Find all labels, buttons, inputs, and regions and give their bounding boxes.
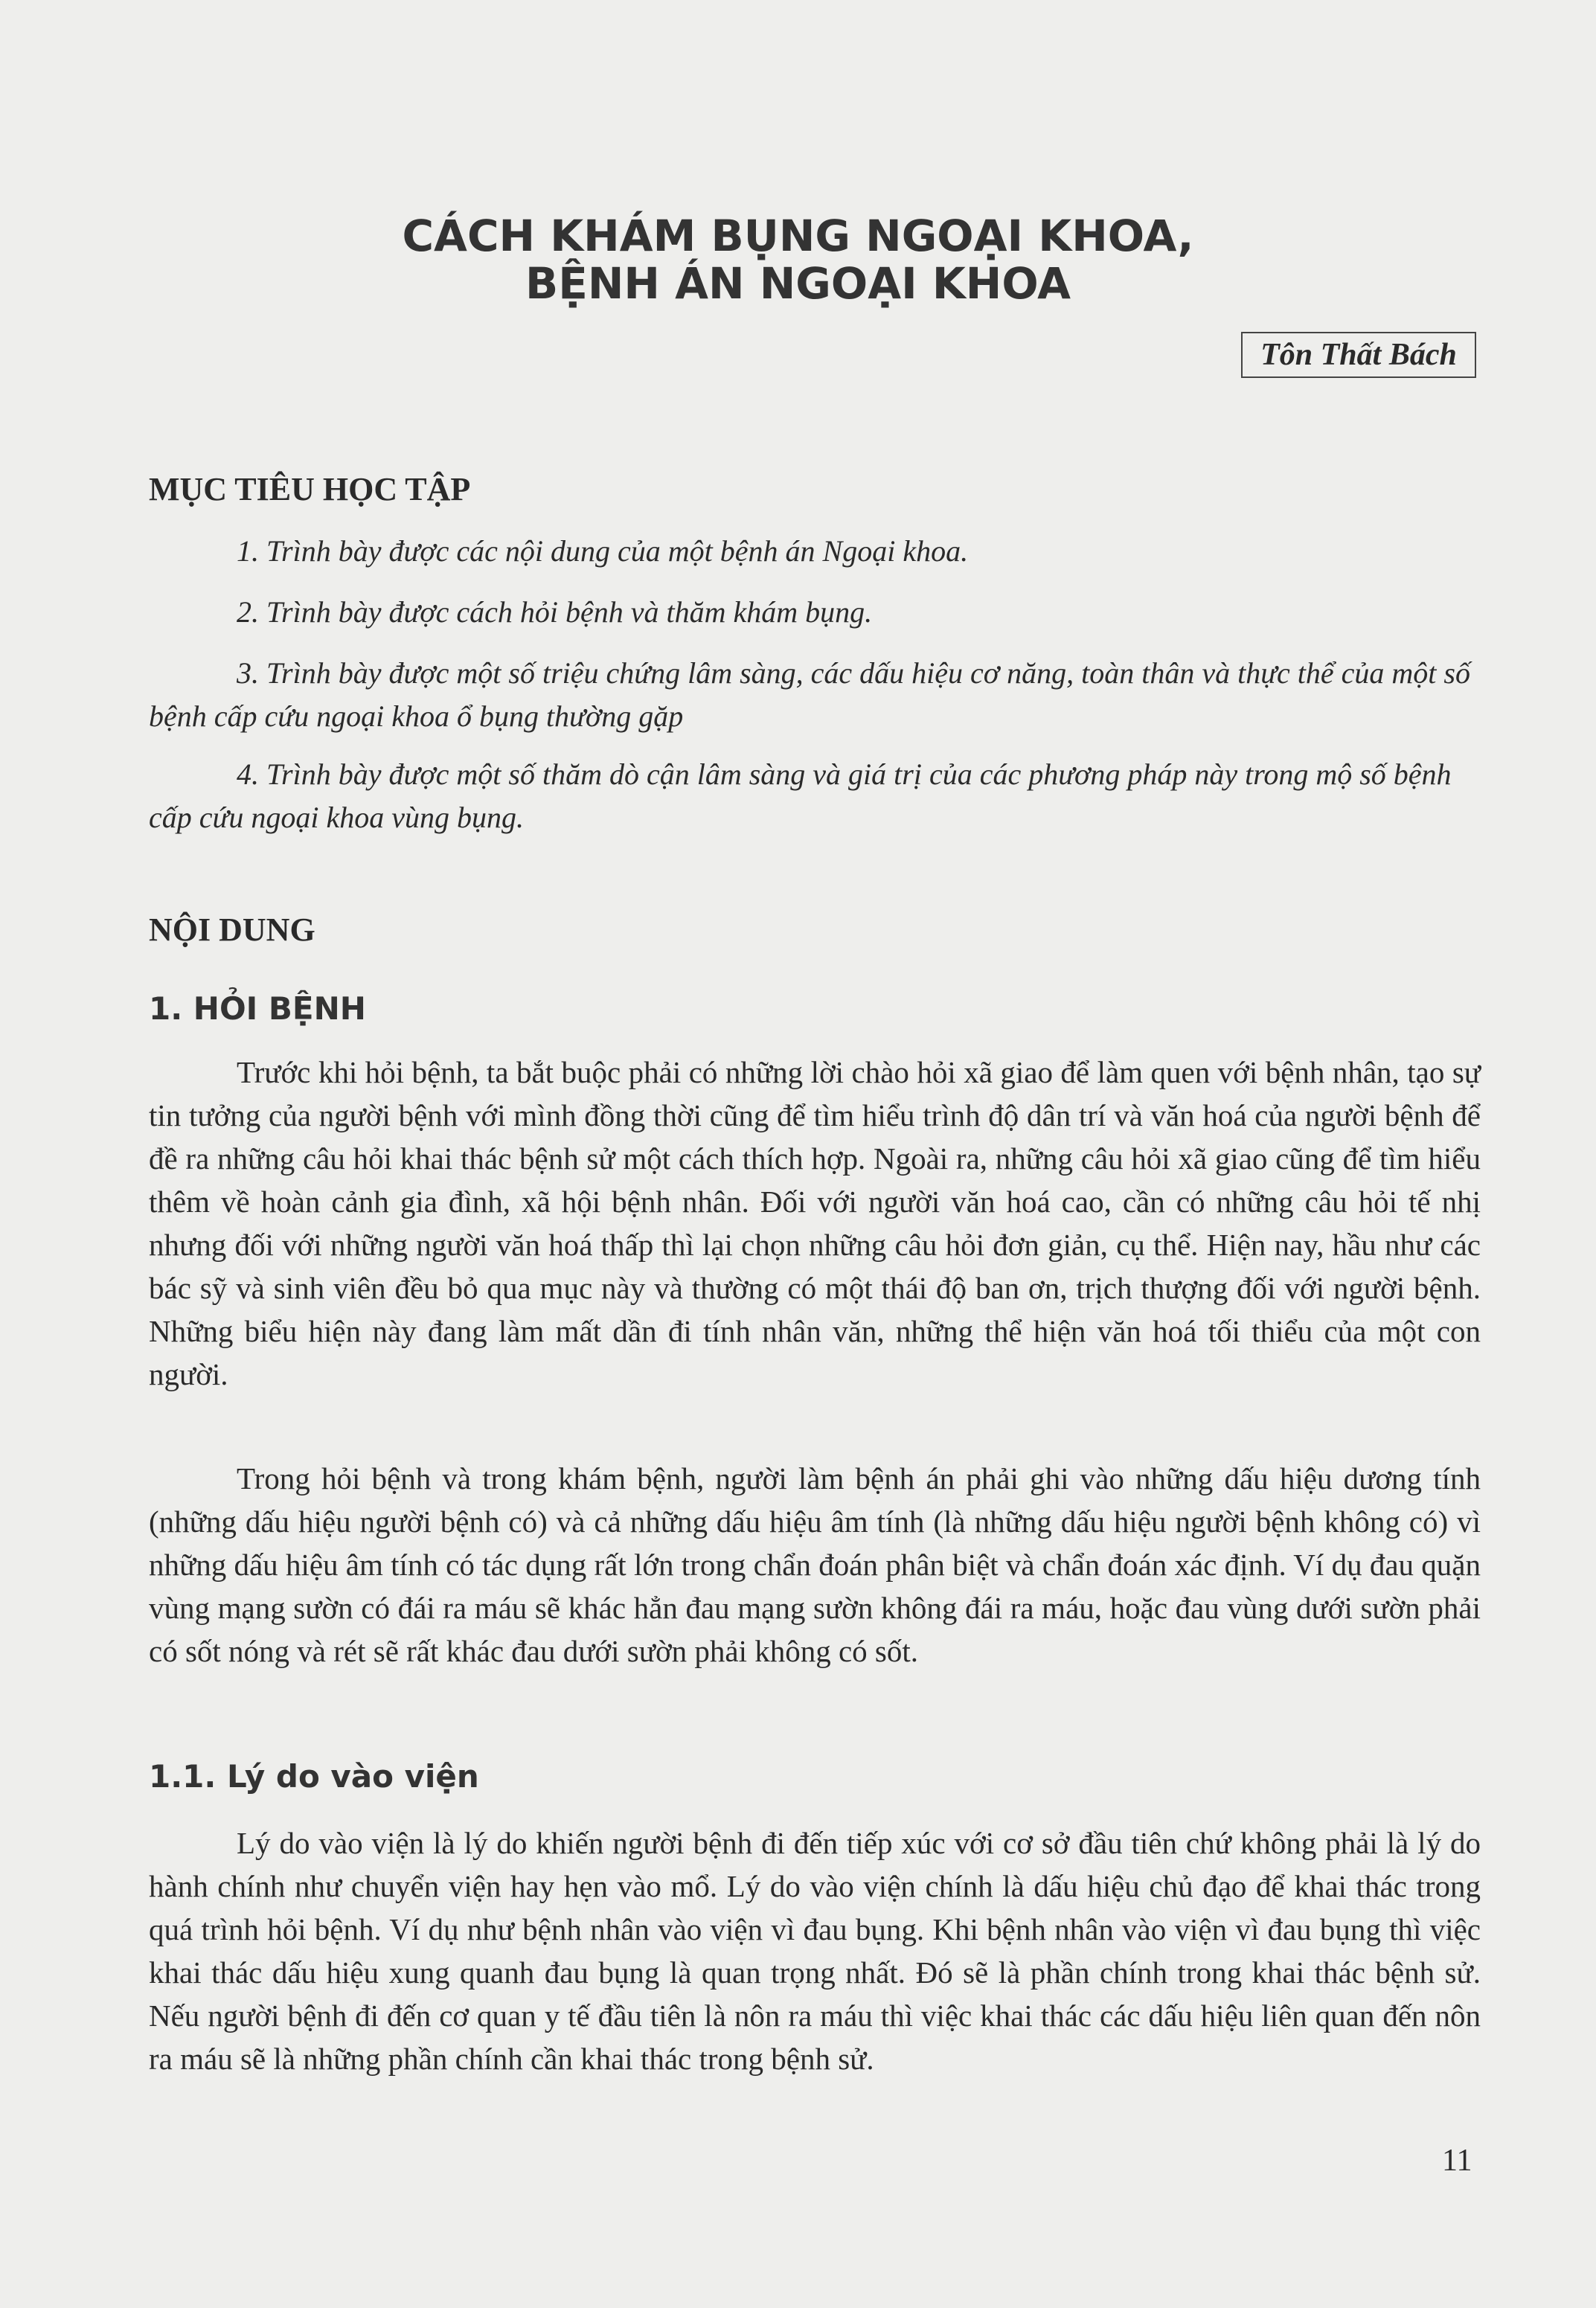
paragraph-signs: Trong hỏi bệnh và trong khám bệnh, người làm bệnh án phải ghi vào những dấu hiệu dương tính (những dấu hiệu người bệnh có) và cả những dấu hiệu âm tính (là những dấu hiệu người bệnh không có) vì những dấu hiệu âm tính có tác dụng rất lớn trong chẩn đoán phân biệt và chẩn đoán xác định. Ví dụ đau quặn vùng mạng sườn có đái ra máu sẽ khác hẳn đau mạng sườn không đái ra máu, hoặc đau vùng dưới sườn phải có sốt nóng và rét sẽ rất khác đau dưới sườn phải không có sốt. bbox=[149, 1461, 1481, 1668]
objective-item-3: 3. Trình bày được một số triệu chứng lâm sàng, các dấu hiệu cơ năng, toàn thân và thực thể của một số bệnh cấp cứu ngoại khoa ổ bụng thường gặp bbox=[149, 656, 1470, 733]
objective-item-2: 2. Trình bày được cách hỏi bệnh và thăm khám bụng. bbox=[237, 595, 873, 629]
content-heading: NỘI DUNG bbox=[149, 911, 315, 948]
page-number: 11 bbox=[1442, 2144, 1472, 2178]
chapter-title-line1: CÁCH KHÁM BỤNG NGOẠI KHOA, bbox=[402, 211, 1194, 261]
objectives-heading: MỤC TIÊU HỌC TẬP bbox=[149, 471, 471, 507]
objective-item-1: 1. Trình bày được các nội dung của một bệnh án Ngoại khoa. bbox=[237, 534, 969, 568]
objective-item-4: 4. Trình bày được một số thăm dò cận lâm sàng và giá trị của các phương pháp này trong mộ số bệnh cấp cứu ngoại khoa vùng bụng. bbox=[149, 757, 1452, 834]
author-box: Tôn Thất Bách bbox=[1241, 332, 1476, 378]
subsection-heading-ly-do-vao-vien: 1.1. Lý do vào viện bbox=[149, 1758, 479, 1795]
paragraph-ly-do-vao-vien: Lý do vào viện là lý do khiến người bệnh đi đến tiếp xúc với cơ sở đầu tiên chứ không phải là lý do hành chính như chuyển viện hay hẹn vào mổ. Lý do vào viện chính là dấu hiệu chủ đạo để khai thác trong quá trình hỏi bệnh. Ví dụ như bệnh nhân vào viện vì đau bụng. Khi bệnh nhân vào viện vì đau bụng thì việc khai thác dấu hiệu xung quanh đau bụng là quan trọng nhất. Đó sẽ là phần chính trong khai thác bệnh sử. Nếu người bệnh đi đến cơ quan y tế đầu tiên là nôn ra máu thì việc khai thác các dấu hiệu liên quan đến nôn ra máu sẽ là những phần chính cần khai thác trong bệnh sử. bbox=[149, 1826, 1481, 2076]
paragraph-greeting: Trước khi hỏi bệnh, ta bắt buộc phải có những lời chào hỏi xã giao để làm quen với bệnh nhân, tạo sự tin tưởng của người bệnh với mình đồng thời cũng để tìm hiểu trình độ dân trí và văn hoá của người bệnh để đề ra những câu hỏi khai thác bệnh sử một cách thích hợp. Ngoài ra, những câu hỏi xã giao cũng để tìm hiểu thêm về hoàn cảnh gia đình, xã hội bệnh nhân. Đối với người văn hoá cao, cần có những câu hỏi tế nhị nhưng đối với những người văn hoá thấp thì lại chọn những câu hỏi đơn giản, cụ thể. Hiện nay, hầu như các bác sỹ và sinh viên đều bỏ qua mục này và thường có một thái độ ban ơn, trịch thượng đối với người bệnh. Những biểu hiện này đang làm mất dần đi tính nhân văn, những thể hiện văn hoá tối thiểu của một con người. bbox=[149, 1055, 1481, 1391]
section-heading-hoi-benh: 1. HỎI BỆNH bbox=[149, 990, 366, 1027]
chapter-title-line2: BỆNH ÁN NGOẠI KHOA bbox=[525, 258, 1071, 309]
